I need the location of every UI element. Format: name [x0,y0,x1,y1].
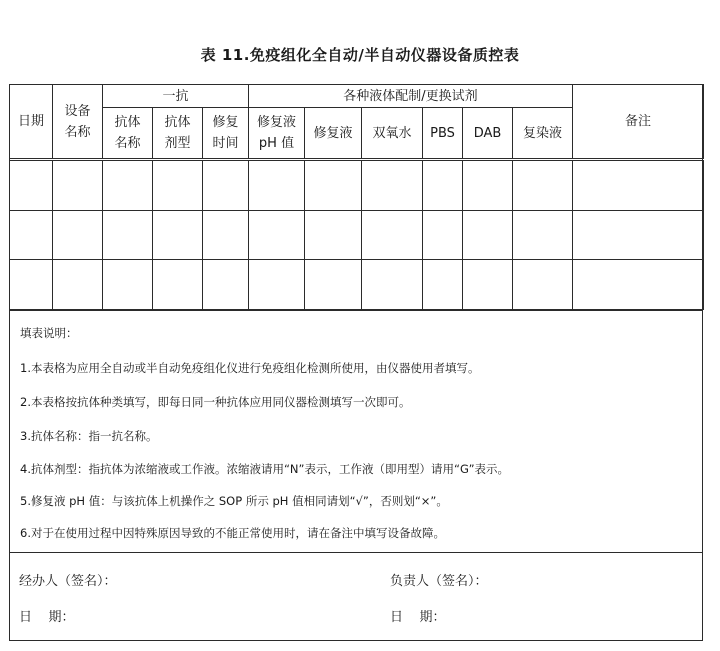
header-antibody-form: 抗体 剂型 [153,108,203,160]
instruction-item: 5.修复液 pH 值：与该抗体上机操作之 SOP 所示 pH 值相同请划“√”，否则划“×”。 [20,494,448,508]
instructions-heading: 填表说明： [20,326,78,340]
header-antibody-name: 抗体 名称 [103,108,153,160]
instruction-item: 1.本表格为应用全自动或半自动免疫组化仪进行免疫组化检测所使用，由仪器使用者填写。 [20,361,480,375]
header-device-name: 设备 名称 [53,85,103,160]
operator-signature-label: 经办人（签名）： [19,574,117,589]
supervisor-signature-label: 负责人（签名）： [390,574,488,589]
header-remarks: 备注 [573,85,704,160]
header-hydrogen-peroxide: 双氧水 [362,108,423,160]
header-counterstain: 复染液 [513,108,573,160]
header-pbs: PBS [423,108,463,160]
instruction-item: 4.抗体剂型：指抗体为浓缩液或工作液。浓缩液请用“N”表示，工作液（即用型）请用“G”表示。 [20,462,510,476]
operator-date-label: 日 期： [19,610,75,625]
header-repair-time: 修复 时间 [203,108,249,160]
form-title: 表 11.免疫组化全自动/半自动仪器设备质控表 [200,46,520,64]
header-reagents: 各种液体配制/更换试剂 [249,85,573,108]
header-repair-ph: 修复液 pH 值 [249,108,305,160]
instruction-item: 3.抗体名称：指一抗名称。 [20,429,158,443]
instruction-item: 2.本表格按抗体种类填写，即每日同一种抗体应用同仪器检测填写一次即可。 [20,395,411,409]
supervisor-date-label: 日 期： [390,610,446,625]
header-repair-solution: 修复液 [305,108,362,160]
header-primary-antibody: 一抗 [103,85,249,108]
form-border [9,84,703,641]
header-date: 日期 [10,85,53,160]
instruction-item: 6.对于在使用过程中因特殊原因导致的不能正常使用时，请在备注中填写设备故障。 [20,526,445,540]
header-dab: DAB [463,108,513,160]
